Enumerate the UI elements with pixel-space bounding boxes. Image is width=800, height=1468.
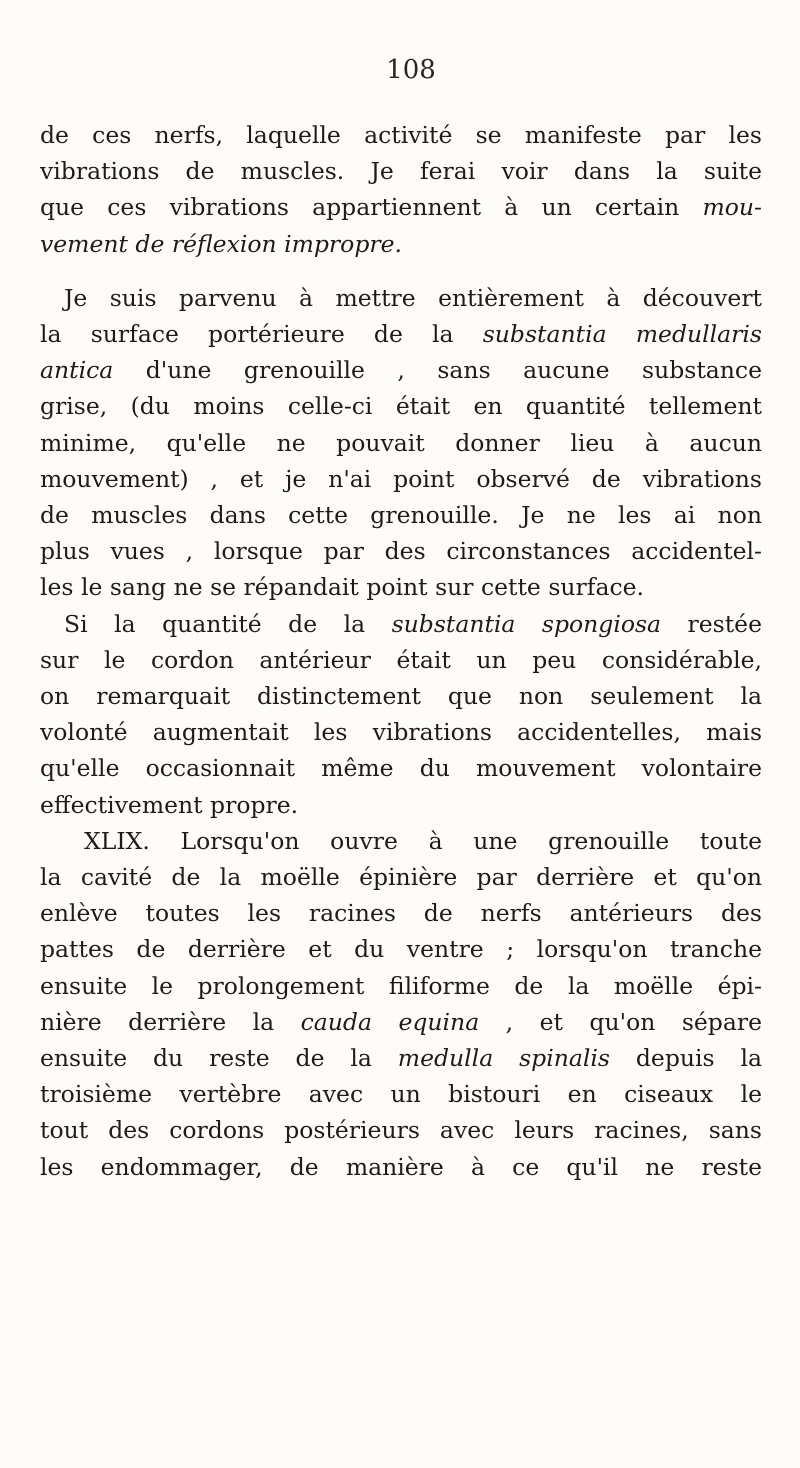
text-line: Si la quantité de la substantia spongiosa restée	[64, 609, 762, 638]
text-line: minime, qu'elle ne pouvait donner lieu à aucun	[40, 428, 762, 457]
text-line: mouvement) , et je n'ai point observé de vibrations	[40, 464, 762, 493]
italic-text: vement de réflexion impropre.	[40, 229, 402, 258]
text-line: XLIX. Lorsqu'on ouvre à une grenouille toute	[84, 826, 762, 855]
text-line: vibrations de muscles. Je ferai voir dans la suite	[40, 157, 762, 186]
text-line: on remarquait distinctement que non seulement la	[40, 682, 762, 711]
text-line: antica d'une grenouille , sans aucune substance	[40, 356, 762, 385]
text-line: plus vues , lorsque par des circonstances accidentel-	[40, 537, 762, 566]
text-line: tout des cordons postérieurs avec leurs racines, sans	[40, 1116, 762, 1145]
text-line: grise, (du moins celle-ci était en quantité tellement	[40, 392, 762, 421]
text-line: volonté augmentait les vibrations accidentelles, mais	[40, 718, 762, 747]
text-line: la surface portérieure de la substantia medullaris	[40, 320, 762, 349]
italic-text: mou-	[702, 193, 762, 222]
italic-text: antica	[40, 356, 114, 385]
text-line	[40, 226, 762, 262]
text-line: enlève toutes les racines de nerfs antérieurs des	[40, 899, 762, 928]
paragraph-4	[40, 823, 762, 1185]
paragraph-3	[40, 606, 762, 823]
body-text	[40, 117, 762, 1185]
text-line: effectivement propre.	[40, 790, 299, 819]
text-line: ensuite du reste de la medulla spinalis depuis la	[40, 1044, 762, 1073]
page-number: 108	[386, 55, 436, 85]
text-line: Je suis parvenu à mettre entièrement à découvert	[64, 283, 762, 312]
italic-text: medulla spinalis	[397, 1044, 610, 1073]
text-line: sur le cordon antérieur était un peu considérable,	[40, 645, 762, 674]
text-line: la cavité de la moëlle épinière par derrière et qu'on	[40, 863, 762, 892]
paragraph-2	[40, 280, 762, 606]
italic-text: substantia spongiosa	[391, 609, 662, 638]
text-line: nière derrière la cauda equina , et qu'on sépare	[40, 1007, 762, 1036]
text-line: de ces nerfs, laquelle activité se manifeste par les	[40, 121, 762, 149]
text-line: pattes de derrière et du ventre ; lorsqu'on tranche	[40, 935, 762, 964]
text-line: que ces vibrations appartiennent à un certain mou-	[40, 193, 762, 222]
text-line: troisième vertèbre avec un bistouri en ciseaux le	[40, 1080, 762, 1109]
paragraph-1	[40, 117, 762, 262]
italic-text: cauda equina	[300, 1007, 480, 1036]
text-line: qu'elle occasionnait même du mouvement volontaire	[40, 754, 762, 783]
italic-text: substantia medullaris	[482, 320, 762, 349]
text-line: les le sang ne se répandait point sur cette surface.	[40, 573, 644, 602]
text-line: de muscles dans cette grenouille. Je ne les ai non	[40, 501, 762, 530]
text-line: ensuite le prolongement filiforme de la moëlle épi-	[40, 971, 762, 1000]
text-line: les endommager, de manière à ce qu'il ne reste	[40, 1152, 762, 1181]
